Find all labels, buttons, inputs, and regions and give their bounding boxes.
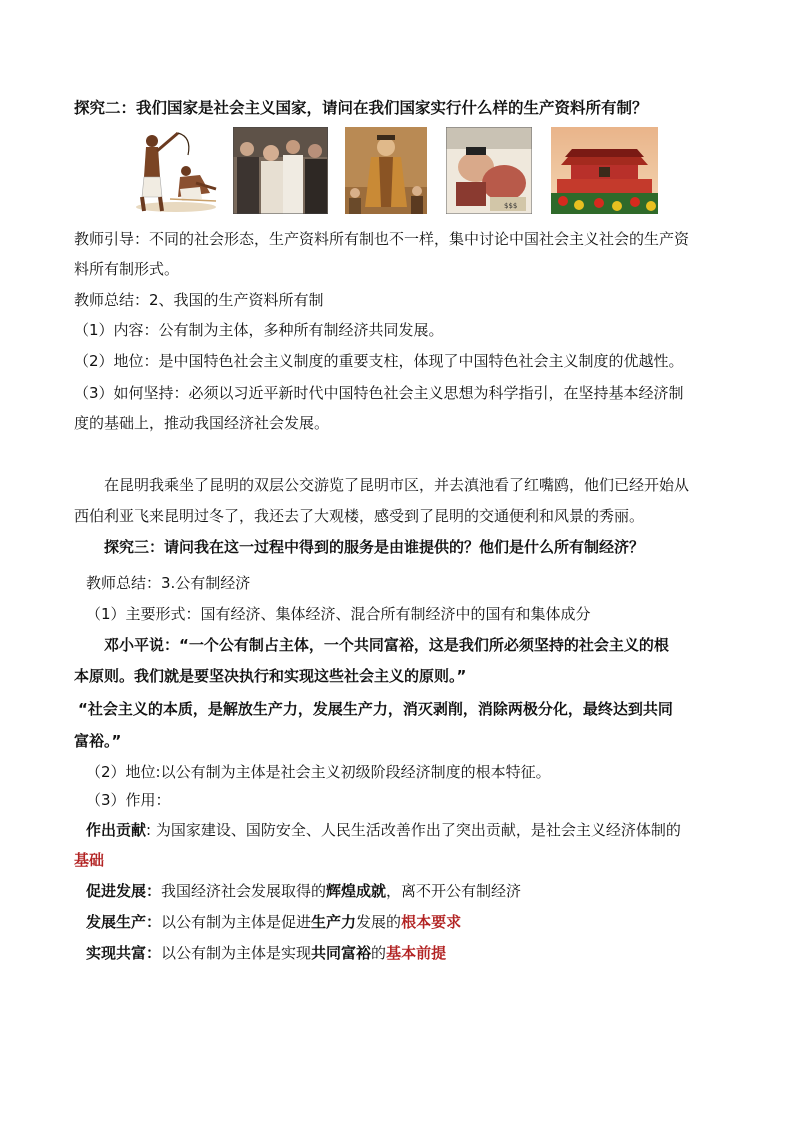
production-text-1: 以公有制为主体是促进 xyxy=(161,913,312,931)
promote-text-2: ，离不开公有制经济 xyxy=(386,882,522,900)
position-item: （2）地位:以公有制为主体是社会主义初级阶段经济制度的根本特征。 xyxy=(86,763,551,781)
prosperity-text-2: 的 xyxy=(371,944,387,962)
prosperity-bold: 共同富裕 xyxy=(311,944,372,962)
story-line-2: 西伯利亚飞来昆明过冬了，我还去了大观楼，感受到了昆明的交通便利和风景的秀丽。 xyxy=(74,507,645,525)
contribution-emphasis: 基础 xyxy=(74,851,105,869)
promote-bold: 辉煌成就 xyxy=(326,882,387,900)
adherence-line-1: （3）如何坚持：必须以习近平新时代中国特色社会主义思想为科学指引，在坚持基本经济制 xyxy=(74,384,684,402)
summary2-heading: 教师总结：2、我国的生产资料所有制 xyxy=(74,291,324,309)
section3-title: 探究三：请问我在这一过程中得到的服务是由谁提供的？他们是什么所有制经济？ xyxy=(104,538,645,556)
production-line xyxy=(86,912,461,932)
promote-text-1: 我国经济社会发展取得的 xyxy=(161,882,327,900)
deng-quote-line-2: 本原则。我们就是要坚决执行和实现这些社会主义的原则。” xyxy=(74,667,467,685)
deng-quote-line-1: 邓小平说：“一个公有制占主体，一个共同富裕，这是我们所必须坚持的社会主义的根 xyxy=(104,636,669,654)
summary3-heading: 教师总结：3.公有制经济 xyxy=(86,574,251,592)
production-bold: 生产力 xyxy=(311,913,357,931)
status-item: （2）地位：是中国特色社会主义制度的重要支柱，体现了中国特色社会主义制度的优越性。 xyxy=(74,352,684,370)
prosperity-text-1: 以公有制为主体是实现 xyxy=(161,944,312,962)
svg-text:$$$: $$$ xyxy=(504,202,518,210)
essence-quote-line-2: 富裕。” xyxy=(74,732,122,750)
contribution-label: 作出贡献 xyxy=(86,821,147,839)
production-text-2: 发展的 xyxy=(356,913,402,931)
main-forms-item: （1）主要形式：国有经济、集体经济、混合所有制经济中的国有和集体成分 xyxy=(86,605,591,623)
image-row xyxy=(0,127,794,215)
emperor-painting-image xyxy=(345,127,427,214)
story-line-1: 在昆明我乘坐了昆明的双层公交游览了昆明市区，并去滇池看了红嘴鸥，他们已经开始从 xyxy=(104,476,690,494)
contribution-line xyxy=(86,820,681,840)
section2-title: 探究二：我们国家是社会主义国家，请问在我们国家实行什么样的生产资料所有制？ xyxy=(74,99,648,117)
prosperity-emphasis: 基本前提 xyxy=(386,944,447,962)
production-emphasis: 根本要求 xyxy=(401,913,462,931)
adherence-line-2: 度的基础上，推动我国经济社会发展。 xyxy=(74,414,330,432)
guide-line-2: 料所有制形式。 xyxy=(74,260,180,278)
slavery-illustration-image xyxy=(130,127,222,214)
capitalist-cartoon-image xyxy=(446,127,532,214)
production-label: 发展生产： xyxy=(86,913,162,931)
prosperity-label: 实现共富： xyxy=(86,944,162,962)
content-item: （1）内容：公有制为主体，多种所有制经济共同发展。 xyxy=(74,321,444,339)
promote-line xyxy=(86,881,521,901)
contribution-text: : 为国家建设、国防安全、人民生活改善作出了突出贡献，是社会主义经济体制的 xyxy=(146,821,681,839)
tiananmen-photo-image xyxy=(551,127,658,214)
prisoners-photo-image xyxy=(233,127,328,214)
prosperity-line xyxy=(86,943,446,963)
role-item: （3）作用： xyxy=(86,791,171,809)
essence-quote-line-1: “社会主义的本质，是解放生产力，发展生产力，消灭剥削，消除两极分化，最终达到共同 xyxy=(78,700,673,718)
guide-line-1: 教师引导：不同的社会形态，生产资料所有制也不一样，集中讨论中国社会主义社会的生产资 xyxy=(74,230,690,248)
promote-label: 促进发展： xyxy=(86,882,162,900)
